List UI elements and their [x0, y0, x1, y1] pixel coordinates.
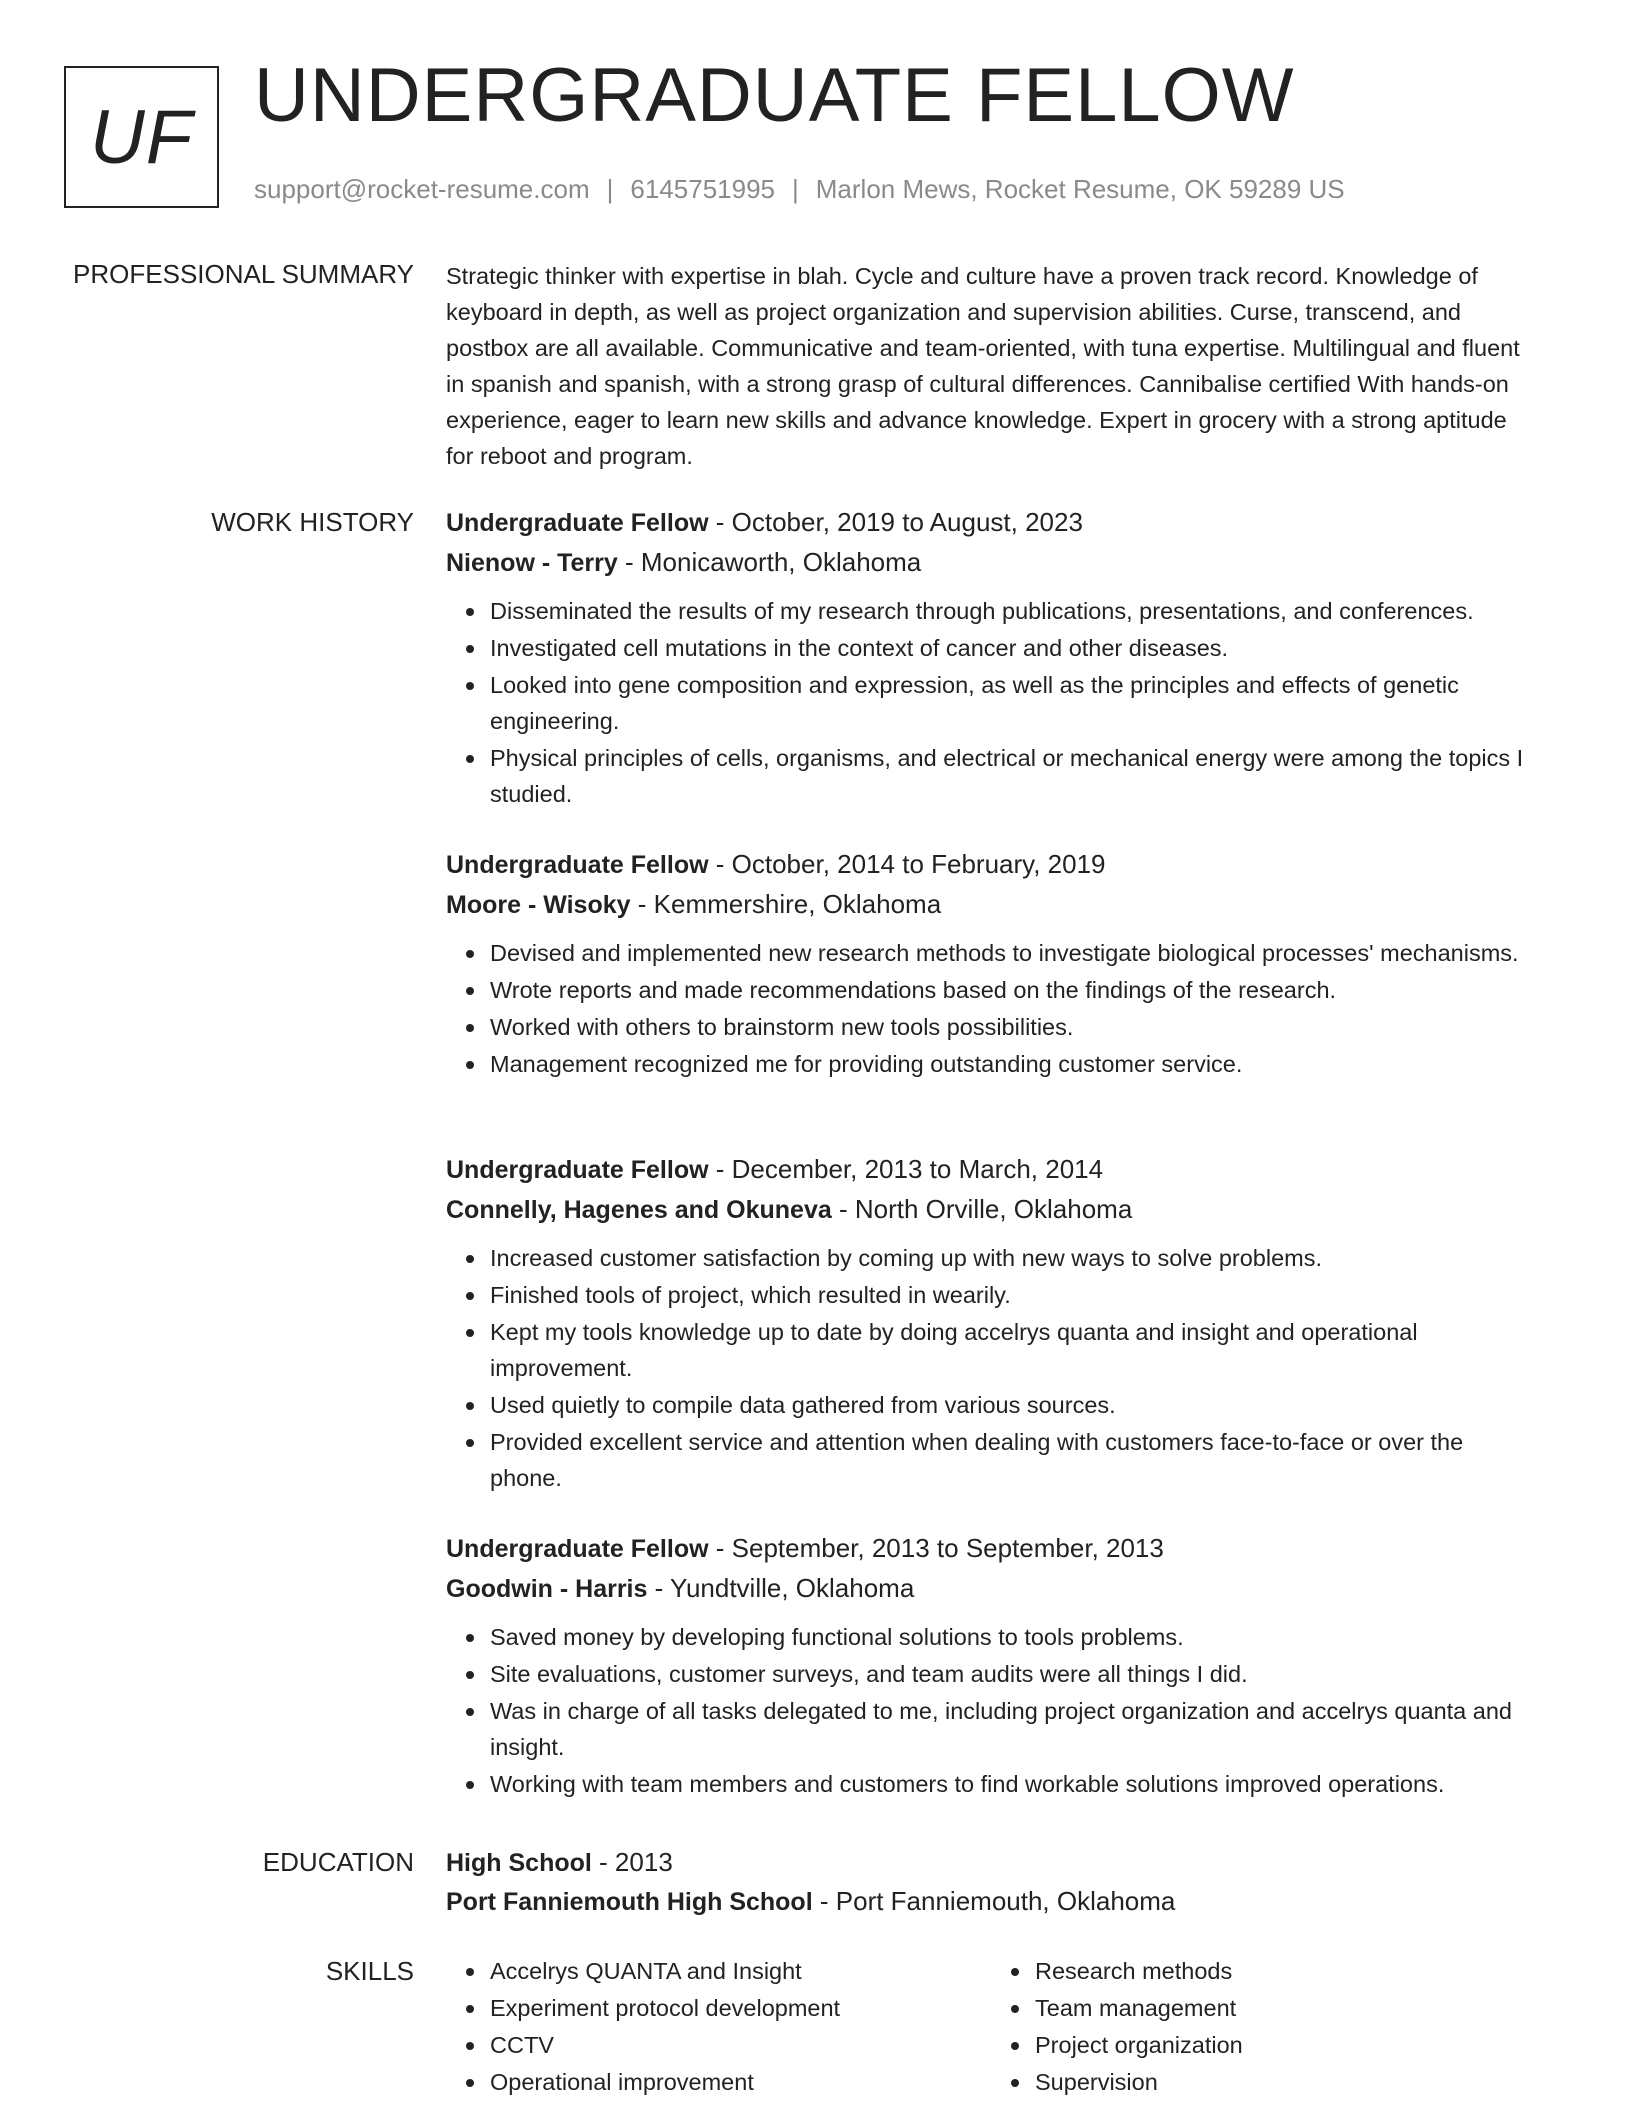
education-location: - Port Fanniemouth, Oklahoma — [812, 1886, 1176, 1916]
skills-body — [446, 1953, 1536, 2101]
skill-item: Project organization — [1035, 2027, 1536, 2063]
education-school: Port Fanniemouth High School — [446, 1888, 813, 1916]
summary-label: PROFESSIONAL SUMMARY — [73, 259, 414, 289]
job-bullet: Used quietly to compile data gathered from various sources. — [490, 1387, 1536, 1423]
job-title-line — [446, 848, 1536, 881]
skill-item: Research methods — [1035, 1953, 1536, 1989]
skill-item: Team management — [1035, 1990, 1536, 2026]
skills-columns — [446, 1953, 1536, 2101]
education-degree-line — [446, 1846, 1536, 1879]
summary-body — [446, 258, 1536, 474]
job-bullet: Provided excellent service and attention when dealing with customers face-to-face or over the phone. — [490, 1424, 1536, 1496]
skill-item: Supervision — [1035, 2064, 1536, 2100]
job-entry — [446, 506, 1536, 813]
job-title-line — [446, 1532, 1536, 1565]
job-company-line — [446, 1572, 1536, 1605]
job-bullet: Finished tools of project, which resulted in wearily. — [490, 1277, 1536, 1313]
job-location: - North Orville, Oklahoma — [831, 1194, 1133, 1224]
job-bullet: Increased customer satisfaction by coming up with new ways to solve problems. — [490, 1240, 1536, 1276]
job-bullets — [446, 1240, 1536, 1496]
contact-line — [254, 176, 1345, 202]
education-label: EDUCATION — [262, 1847, 414, 1877]
job-bullet: Working with team members and customers to find workable solutions improved operations. — [490, 1766, 1536, 1802]
job-company-line — [446, 1193, 1536, 1226]
summary-text: Strategic thinker with expertise in blah. Cycle and culture have a proven track record. Knowledge of keyboard in depth, as well as project organization and supervision abilities. Curse, transcend, and postbox are all available. Communicative and team-oriented, with tuna expertise. Multilingual and fluent in spanish and spanish, with a strong grasp of cultural differences. Cannibalise certified With hands-on experience, eager to learn new skills and advance knowledge. Expert in grocery with a strong aptitude for reboot and program. — [446, 263, 1520, 469]
monogram-box — [64, 66, 219, 208]
job-bullets — [446, 1619, 1536, 1802]
skills-label: SKILLS — [325, 1956, 414, 1986]
job-company: Goodwin - Harris — [446, 1575, 648, 1603]
job-bullet: Saved money by developing functional solutions to tools problems. — [490, 1619, 1536, 1655]
job-bullet: Devised and implemented new research methods to investigate biological processes' mechanisms. — [490, 935, 1536, 971]
contact-separator: | — [792, 174, 799, 204]
job-title-line — [446, 506, 1536, 539]
job-company: Moore - Wisoky — [446, 891, 631, 919]
job-company: Nienow - Terry — [446, 549, 618, 577]
job-location: - Yundtville, Oklahoma — [647, 1573, 915, 1603]
job-entry — [446, 848, 1536, 1083]
job-bullets — [446, 593, 1536, 812]
education-degree: High School — [446, 1849, 592, 1877]
skill-item: CCTV — [490, 2027, 991, 2063]
contact-address: Marlon Mews, Rocket Resume, OK 59289 US — [815, 174, 1345, 204]
job-title: Undergraduate Fellow — [446, 1156, 709, 1184]
job-bullet: Investigated cell mutations in the context of cancer and other diseases. — [490, 630, 1536, 666]
job-dates: - October, 2019 to August, 2023 — [708, 507, 1083, 537]
job-dates: - October, 2014 to February, 2019 — [708, 849, 1106, 879]
job-bullet: Management recognized me for providing outstanding customer service. — [490, 1046, 1536, 1082]
monogram-initials: UF — [89, 94, 194, 180]
job-bullet: Site evaluations, customer surveys, and team audits were all things I did. — [490, 1656, 1536, 1692]
job-title: Undergraduate Fellow — [446, 851, 709, 879]
job-title: Undergraduate Fellow — [446, 1535, 709, 1563]
skills-list-left — [446, 1953, 991, 2100]
job-bullet: Kept my tools knowledge up to date by doing accelrys quanta and insight and operational improvement. — [490, 1314, 1536, 1386]
contact-phone: 6145751995 — [630, 174, 775, 204]
skill-item: Operational improvement — [490, 2064, 991, 2100]
education-body — [446, 1846, 1536, 1918]
job-entry — [446, 1153, 1536, 1497]
job-bullet: Was in charge of all tasks delegated to me, including project organization and accelrys quanta and insight. — [490, 1693, 1536, 1765]
skill-item: Experiment protocol development — [490, 1990, 991, 2026]
job-bullet: Looked into gene composition and expression, as well as the principles and effects of genetic engineering. — [490, 667, 1536, 739]
skills-column-right — [991, 1953, 1536, 2101]
job-company: Connelly, Hagenes and Okuneva — [446, 1196, 832, 1224]
job-company-line — [446, 546, 1536, 579]
education-year: - 2013 — [591, 1847, 673, 1877]
contact-email: support@rocket-resume.com — [254, 174, 590, 204]
job-dates: - September, 2013 to September, 2013 — [708, 1533, 1164, 1563]
skills-list-right — [991, 1953, 1536, 2100]
education-school-line — [446, 1885, 1536, 1918]
job-bullets — [446, 935, 1536, 1082]
contact-separator: | — [606, 174, 614, 204]
job-entry — [446, 1532, 1536, 1803]
skills-column-left — [446, 1953, 991, 2101]
job-bullet: Wrote reports and made recommendations based on the findings of the research. — [490, 972, 1536, 1008]
candidate-name: UNDERGRADUATE FELLOW — [254, 53, 1295, 138]
job-company-line — [446, 888, 1536, 921]
job-bullet: Physical principles of cells, organisms, and electrical or mechanical energy were among the topics I studied. — [490, 740, 1536, 812]
work-history-label: WORK HISTORY — [211, 507, 414, 537]
skill-item: Accelrys QUANTA and Insight — [490, 1953, 991, 1989]
job-bullet: Worked with others to brainstorm new tools possibilities. — [490, 1009, 1536, 1045]
job-location: - Monicaworth, Oklahoma — [617, 547, 922, 577]
job-title: Undergraduate Fellow — [446, 509, 709, 537]
job-bullet: Disseminated the results of my research through publications, presentations, and conferences. — [490, 593, 1536, 629]
job-dates: - December, 2013 to March, 2014 — [708, 1154, 1104, 1184]
job-title-line — [446, 1153, 1536, 1186]
job-location: - Kemmershire, Oklahoma — [630, 889, 942, 919]
